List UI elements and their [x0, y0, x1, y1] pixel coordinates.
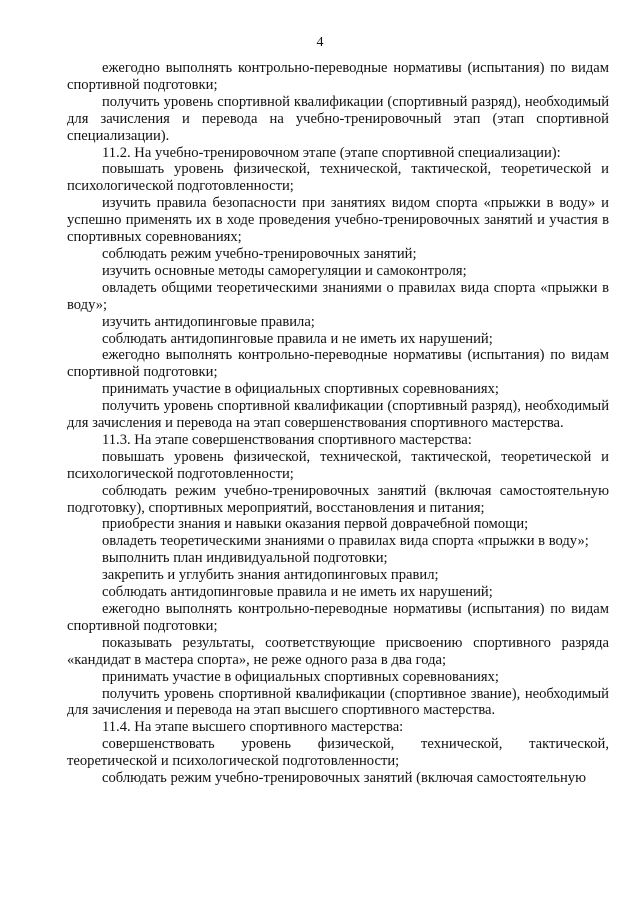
paragraph: получить уровень спортивной квалификации (спортивное звание), необходимый для зачисления и перевода на этап высшего спортивного мастерства. — [67, 685, 609, 719]
paragraph: получить уровень спортивной квалификации (спортивный разряд), необходимый для зачисления и перевода на этап совершенствования спортивного мастерства. — [67, 398, 609, 432]
paragraph: овладеть общими теоретическими знаниями о правилах вида спорта «прыжки в воду»; — [67, 279, 609, 313]
paragraph: изучить основные методы саморегуляции и самоконтроля; — [102, 262, 467, 279]
paragraph: соблюдать режим учебно-тренировочных занятий (включая самостоятельную подготовку), спортивных мероприятий, восстановления и питания; — [67, 482, 609, 516]
paragraph: совершенствовать уровень физической, технической, тактической, теоретической и психологической подготовленности; — [67, 736, 609, 770]
paragraph: выполнить план индивидуальной подготовки; — [102, 550, 388, 567]
page-number: 4 — [316, 35, 324, 50]
paragraph: 11.2. На учебно-тренировочном этапе (этапе спортивной специализации): — [102, 144, 561, 161]
paragraph: получить уровень спортивной квалификации (спортивный разряд), необходимый для зачисления и перевода на учебно-тренировочный этап (этап спортивной специализации). — [67, 93, 609, 144]
paragraph: изучить антидопинговые правила; — [102, 313, 315, 330]
paragraph: соблюдать антидопинговые правила и не иметь их нарушений; — [102, 330, 493, 347]
paragraph: 11.3. На этапе совершенствования спортивного мастерства: — [102, 431, 472, 448]
paragraph: 11.4. На этапе высшего спортивного мастерства: — [102, 719, 404, 736]
paragraph: закрепить и углубить знания антидопинговых правил; — [102, 567, 439, 584]
paragraph: ежегодно выполнять контрольно-переводные нормативы (испытания) по видам спортивной подготовки; — [67, 347, 609, 381]
paragraph: овладеть теоретическими знаниями о правилах вида спорта «прыжки в воду»; — [102, 533, 589, 550]
paragraph: показывать результаты, соответствующие присвоению спортивного разряда «кандидат в мастера спорта», не реже одного раза в два года; — [67, 634, 609, 668]
paragraph: изучить правила безопасности при занятиях видом спорта «прыжки в воду» и успешно применять их в ходе проведения учебно-тренировочных занятий и участия в спортивных соревнованиях; — [67, 195, 609, 246]
paragraph: соблюдать режим учебно-тренировочных занятий; — [102, 245, 417, 262]
paragraph: повышать уровень физической, технической, тактической, теоретической и психологической подготовленности; — [67, 161, 609, 195]
paragraph: соблюдать режим учебно-тренировочных занятий (включая самостоятельную — [102, 770, 586, 787]
document-body — [67, 60, 609, 787]
paragraph: ежегодно выполнять контрольно-переводные нормативы (испытания) по видам спортивной подготовки; — [67, 60, 609, 93]
paragraph: принимать участие в официальных спортивных соревнованиях; — [102, 668, 499, 685]
paragraph: принимать участие в официальных спортивных соревнованиях; — [102, 381, 499, 398]
paragraph: приобрести знания и навыки оказания первой доврачебной помощи; — [102, 516, 529, 533]
paragraph: соблюдать антидопинговые правила и не иметь их нарушений; — [102, 584, 493, 601]
paragraph: повышать уровень физической, технической, тактической, теоретической и психологической подготовленности; — [67, 448, 609, 482]
paragraph: ежегодно выполнять контрольно-переводные нормативы (испытания) по видам спортивной подготовки; — [67, 601, 609, 634]
